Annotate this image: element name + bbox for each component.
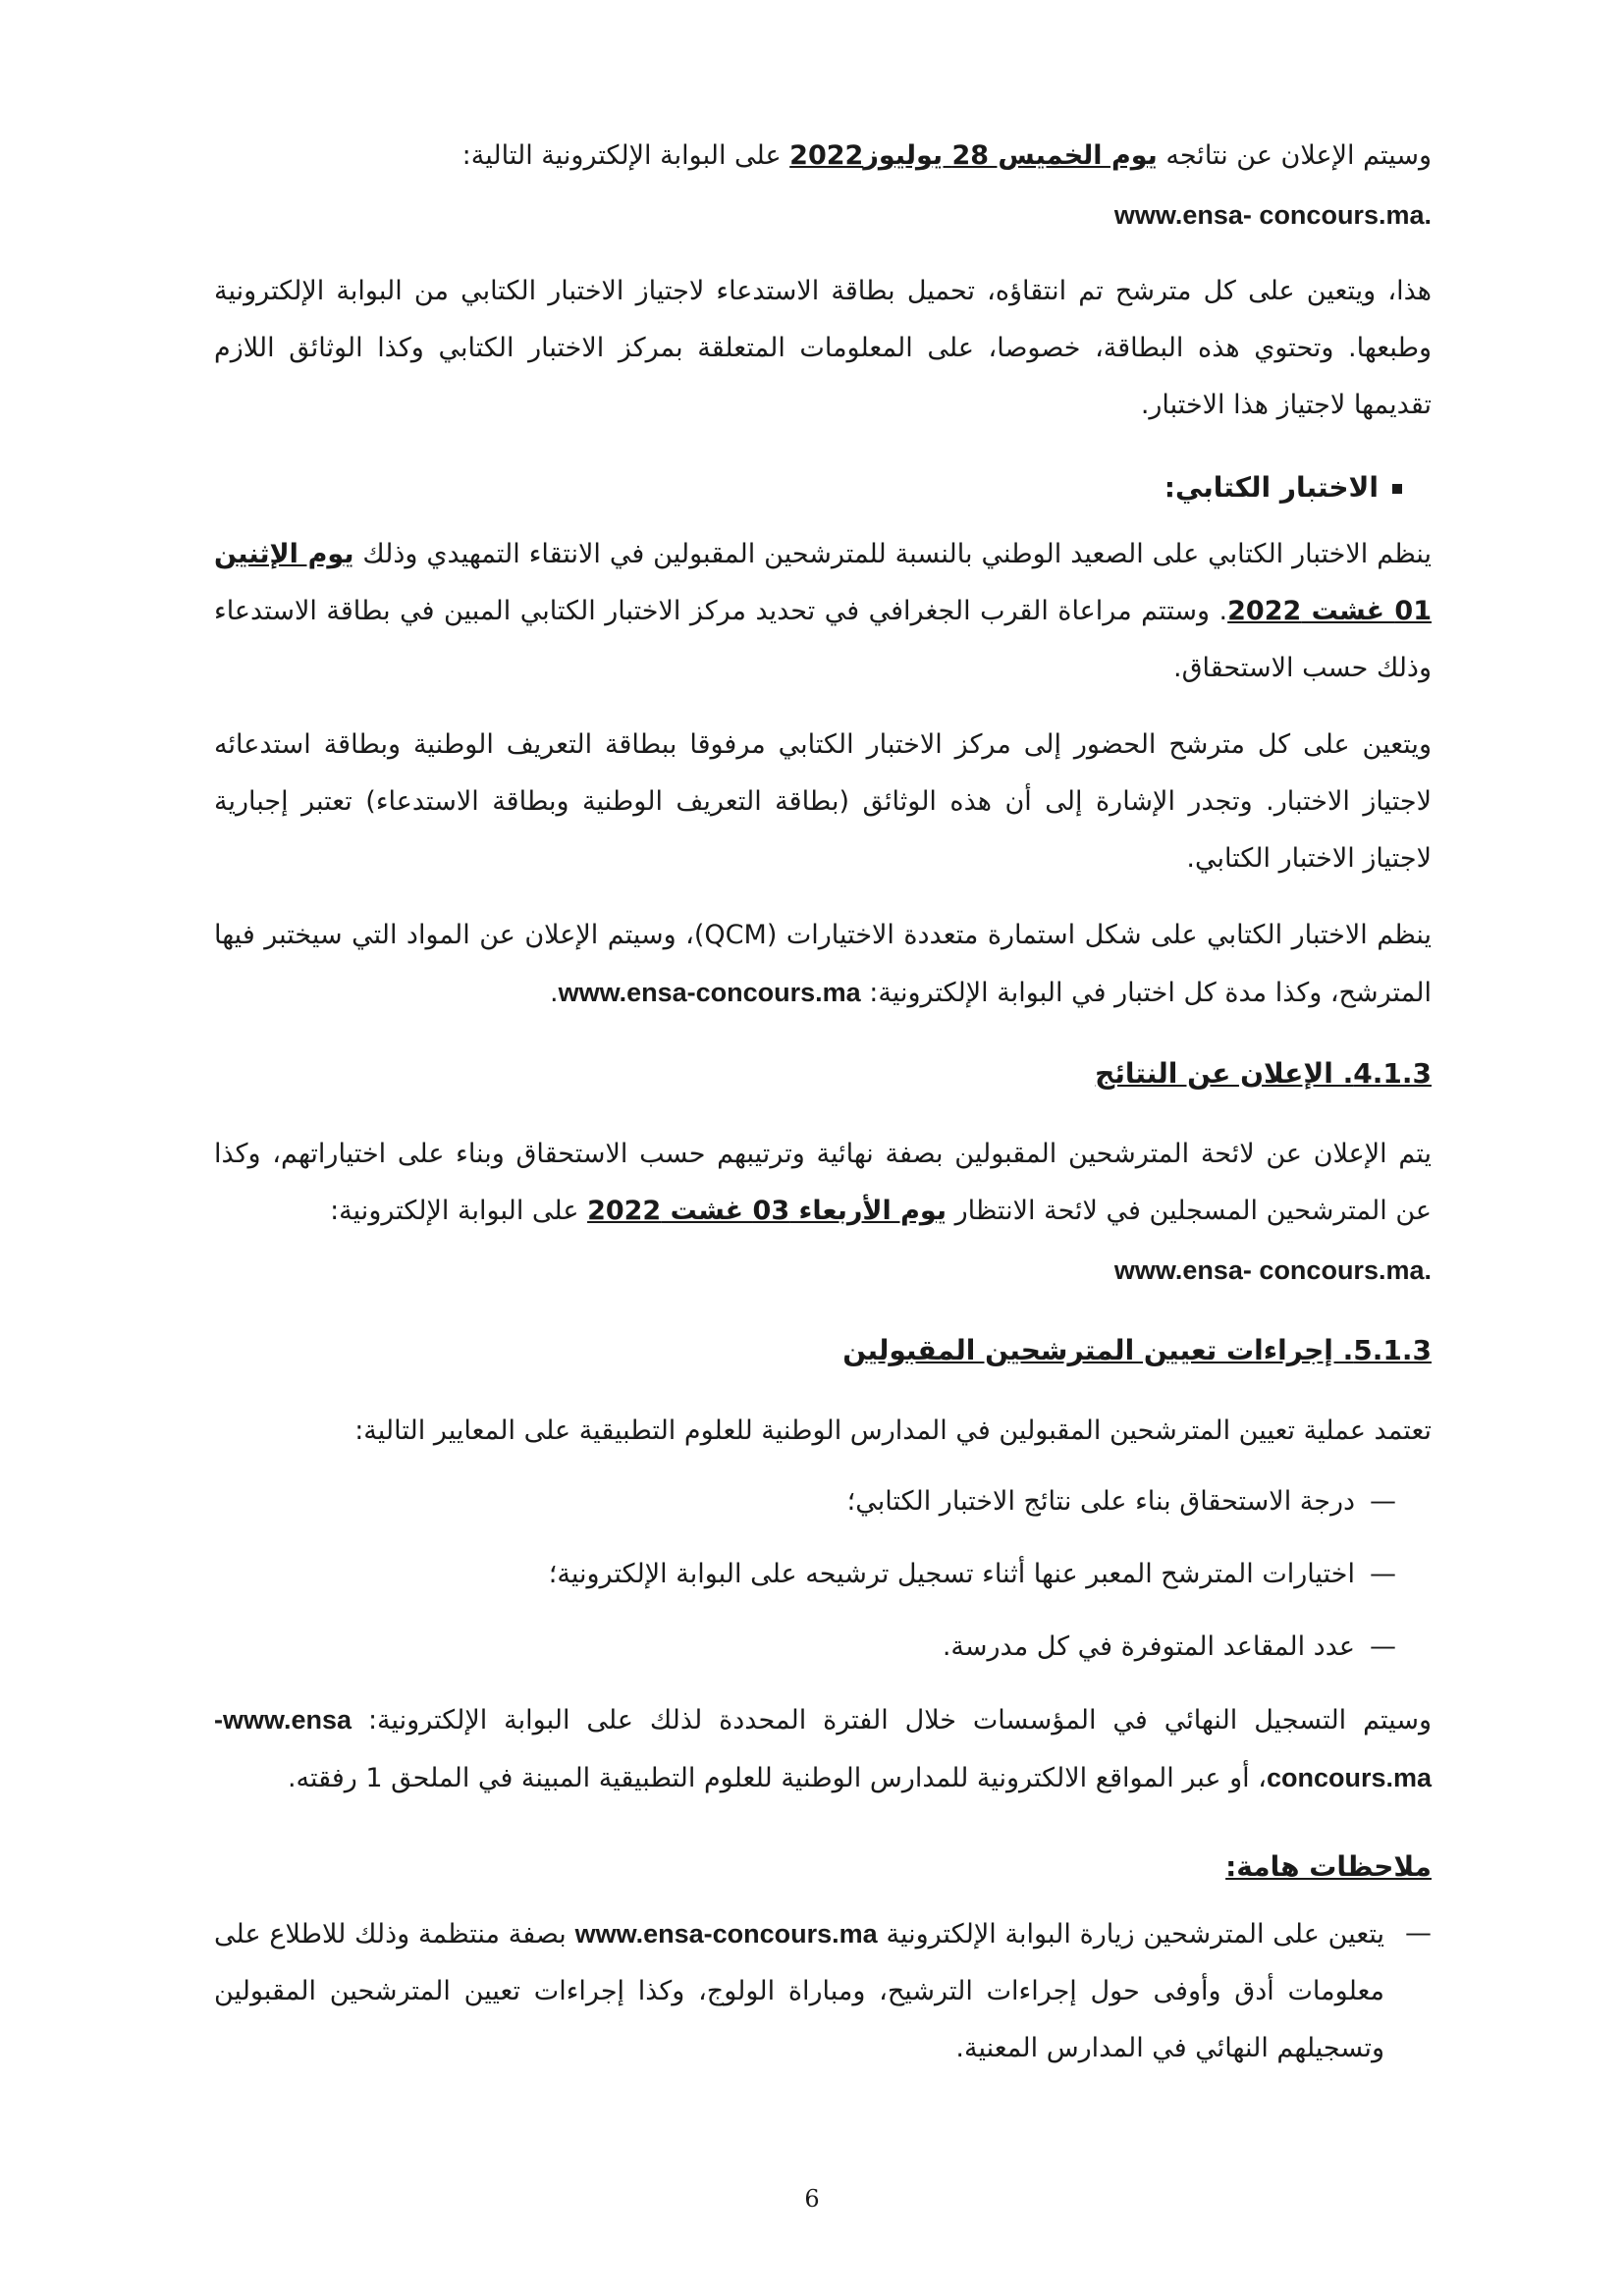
dash-bullet-icon: —: [1370, 1486, 1396, 1517]
assignment-section-heading: 5.1.3. إجراءات تعيين المترشحين المقبولين: [842, 1334, 1432, 1366]
square-bullet-icon: [1392, 484, 1402, 494]
dash-bullet-icon: —: [1405, 1918, 1432, 1949]
results-paragraph: يتم الإعلان عن لائحة المترشحين المقبولين بصفة نهائية وترتيبهم حسب الاستحقاق وبناء على اختياراتهم، وكذا عن المترشحين المسجلين في لائحة الانتظار يوم الأربعاء 03 غشت 2022 على البوابة الإلكترونية:: [214, 1139, 1432, 1226]
results-portal-url: .www.ensa- concours.ma: [1113, 1255, 1432, 1285]
portal-url-inline: www.ensa-concours.ma: [558, 978, 861, 1007]
results-date: يوم الخميس 28 يوليوز2022: [789, 140, 1158, 171]
written-exam-paragraph-3: ينظم الاختبار الكتابي على شكل استمارة متعددة الاختيارات (QCM)، وسيتم الإعلان عن المواد التي سيختبر فيها المترشح، وكذا مدة كل اختبار في البوابة الإلكترونية: www.ensa-concours.ma.: [214, 920, 1432, 1008]
list-item: — يتعين على المترشحين زيارة البوابة الإلكترونية www.ensa-concours.ma بصفة منتظمة وذلك للاطلاع على معلومات أدق وأوفى حول إجراءات الترشيح، ومباراة الولوج، وكذا إجراءات تعيين المترشحين المقبولين وتسجيلهم النهائي في المدارس المعنية.: [214, 1905, 1432, 2077]
written-exam-paragraph-1: ينظم الاختبار الكتابي على الصعيد الوطني بالنسبة للمترشحين المقبولين في الانتقاء التمهيدي وذلك يوم الإثنين 01 غشت 2022. وستتم مراعاة القرب الجغرافي في تحديد مركز الاختبار الكتابي المبين في بطاقة الاستدعاء وذلك حسب الاستحقاق.: [214, 539, 1433, 683]
final-portal-url: -www.ensa concours.ma: [214, 1705, 1432, 1792]
notes-portal-url: www.ensa-concours.ma: [574, 1919, 878, 1949]
list-item: — اختيارات المترشح المعبر عنها أثناء تسجيل ترشيحه على البوابة الإلكترونية؛: [214, 1546, 1396, 1603]
assignment-intro: تعتمد عملية تعيين المترشحين المقبولين في المدارس الوطنية للعلوم التطبيقية على المعايير التالية:: [354, 1415, 1432, 1446]
page-number: 6: [804, 2185, 820, 2213]
waiting-list-date: يوم الأربعاء 03 غشت 2022: [587, 1196, 947, 1226]
dash-bullet-icon: —: [1370, 1559, 1396, 1589]
results-announcement-paragraph: وسيتم الإعلان عن نتائجه يوم الخميس 28 يوليوز2022 على البوابة الإلكترونية التالية:: [461, 140, 1432, 171]
written-exam-date: يوم الإثنين 01 غشت 2022: [214, 539, 1432, 626]
criteria-list: [214, 1473, 1432, 1676]
written-exam-paragraph-2: ويتعين على كل مترشح الحضور إلى مركز الاختبار الكتابي مرفوقا ببطاقة التعريف الوطنية وبطاقة استدعائه لاجتياز الاختبار. وتجدر الإشارة إلى أن هذه الوثائق (بطاقة التعريف الوطنية وبطاقة الاستدعاء) تعتبر إجبارية لاجتياز الاختبار الكتابي.: [214, 729, 1432, 874]
important-notes-heading: ملاحظات هامة:: [1225, 1850, 1432, 1883]
page-content: [214, 128, 1432, 2077]
notes-list: [214, 1905, 1432, 2077]
written-exam-heading: الاختبار الكتابي:: [214, 459, 1432, 516]
list-item: — درجة الاستحقاق بناء على نتائج الاختبار الكتابي؛: [214, 1473, 1396, 1530]
final-registration-paragraph: وسيتم التسجيل النهائي في المؤسسات خلال الفترة المحددة لذلك على البوابة الإلكترونية: -www.ensa concours.ma، أو عبر المواقع الالكترونية للمدارس الوطنية للعلوم التطبيقية المبينة في الملحق 1 رفقته.: [214, 1705, 1432, 1793]
convocation-paragraph: هذا، ويتعين على كل مترشح تم انتقاؤه، تحميل بطاقة الاستدعاء لاجتياز الاختبار الكتابي من البوابة الإلكترونية وطبعها. وتحتوي هذه البطاقة، خصوصا، على المعلومات المتعلقة بمركز الاختبار الكتابي وكذا الوثائق اللازم تقديمها لاجتياز هذا الاختبار.: [214, 276, 1432, 420]
dash-bullet-icon: —: [1370, 1631, 1396, 1662]
list-item: — عدد المقاعد المتوفرة في كل مدرسة.: [214, 1619, 1396, 1676]
results-section-heading: 4.1.3. الإعلان عن النتائج: [1095, 1057, 1432, 1090]
portal-url: .www.ensa- concours.ma: [1113, 200, 1432, 230]
